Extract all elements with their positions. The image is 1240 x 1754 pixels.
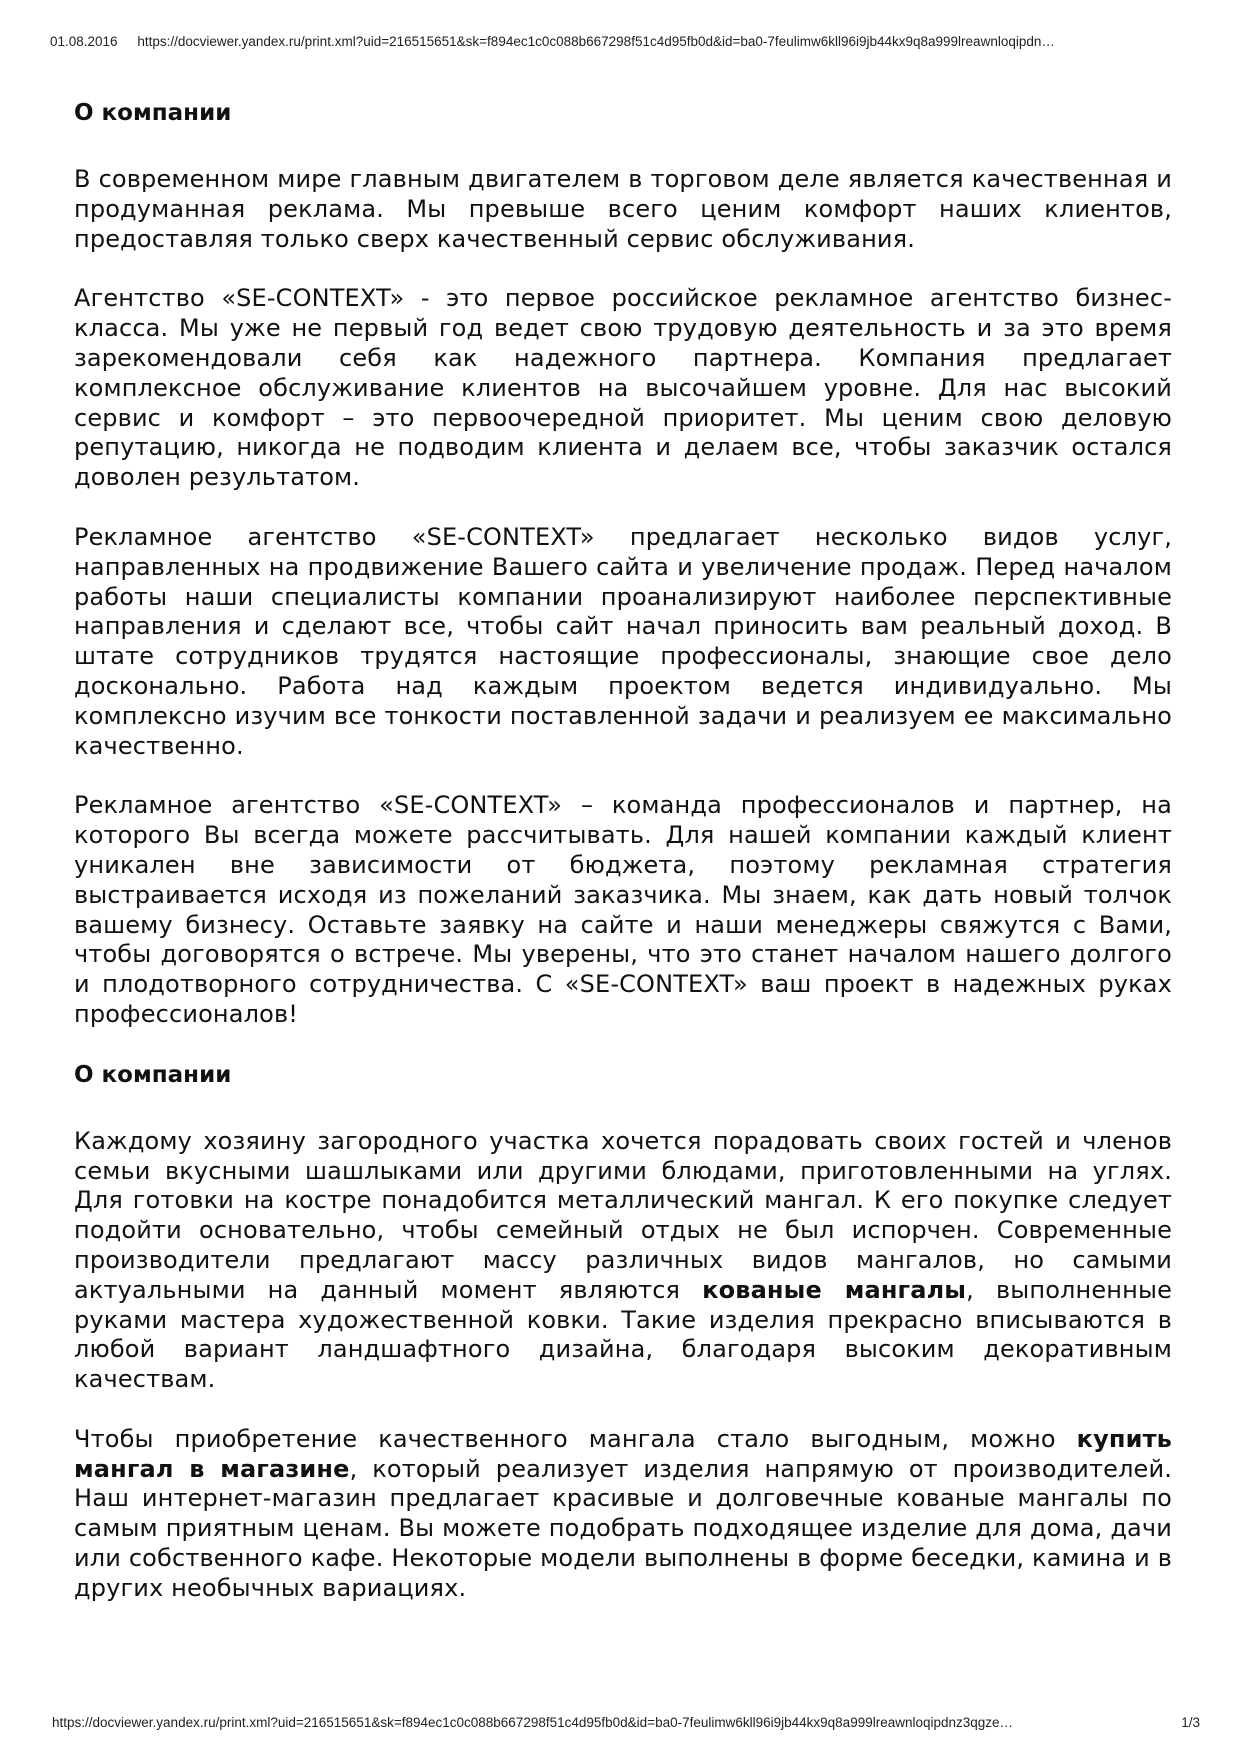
bold-link-text: купить мангал в магазине bbox=[74, 1424, 1172, 1483]
section-heading: О компании bbox=[74, 100, 232, 126]
footer-url: https://docviewer.yandex.ru/print.xml?uid=216515651&sk=f894ec1c0c088b667298f51c4d95fb0d&id=ba0-7feulimw6kll96i9jb44kx9q8a999lreawnloqipdnz3qgze… bbox=[52, 1715, 1014, 1730]
paragraph-text: , выполненные руками мастера художественной ковки. Такие изделия прекрасно вписываются в любой вариант ландшафтного дизайна, благодаря высоким декоративным качествам. bbox=[74, 1275, 1172, 1394]
print-date: 01.08.2016 bbox=[50, 34, 118, 49]
paragraph-text: Чтобы приобретение качественного мангала стало выгодным, можно bbox=[74, 1424, 1077, 1453]
paragraph-text: Каждому хозяину загородного участка хочется порадовать своих гостей и членов семьи вкусными шашлыками или другими блюдами, приготовленными на углях. Для готовки на костре понадобится металлический мангал. К его покупке следует подойти основательно, чтобы семейный отдых не был испорчен. Современные производители предлагают массу различных видов мангалов, но самыми актуальными на данный момент являются bbox=[74, 1126, 1172, 1304]
paragraph: Агентство «SE-CONTEXT» - это первое российское рекламное агентство бизнес-класса. Мы уже не первый год ведет свою трудовую деятельность и за это время зарекомендовали себя как надежного партнера. Компания предлагает комплексное обслуживание клиентов на высочайшем уровне. Для нас высокий сервис и комфорт – это первоочередной приоритет. Мы ценим свою деловую репутацию, никогда не подводим клиента и делаем все, чтобы заказчик остался доволен результатом. bbox=[74, 284, 1172, 492]
paragraph bbox=[74, 1127, 1172, 1395]
paragraph: В современном мире главным двигателем в торговом деле является качественная и продуманная реклама. Мы превыше всего ценим комфорт наших клиентов, предоставляя только сверх качественный сервис обслуживания. bbox=[74, 165, 1172, 253]
print-header bbox=[50, 34, 1190, 49]
print-footer bbox=[52, 1715, 1200, 1730]
paragraph bbox=[74, 1425, 1172, 1604]
bold-link-text: кованые мангалы bbox=[702, 1275, 967, 1304]
page-number: 1/3 bbox=[1181, 1715, 1200, 1730]
section-heading: О компании bbox=[74, 1061, 232, 1088]
print-url: https://docviewer.yandex.ru/print.xml?uid=216515651&sk=f894ec1c0c088b667298f51c4d95fb0d&id=ba0-7feulimw6kll96i9jb44kx9q8a999lreawnloqipdn… bbox=[137, 34, 1055, 49]
paragraph: Рекламное агентство «SE-CONTEXT» – команда профессионалов и партнер, на которого Вы всегда можете рассчитывать. Для нашей компании каждый клиент уникален вне зависимости от бюджета, поэтому рекламная стратегия выстраивается исходя из пожеланий заказчика. Мы знаем, как дать новый толчок вашему бизнесу. Оставьте заявку на сайте и наши менеджеры свяжутся с Вами, чтобы договорятся о встрече. Мы уверены, что это станет началом нашего долгого и плодотворного сотрудничества. С «SE-CONTEXT» ваш проект в надежных руках профессионалов! bbox=[74, 791, 1172, 1028]
document-body bbox=[74, 98, 1172, 1604]
paragraph-text: , который реализует изделия напрямую от производителей. Наш интернет-магазин предлагает красивые и долговечные кованые мангалы по самым приятным ценам. Вы можете подобрать подходящее изделие для дома, дачи или собственного кафе. Некоторые модели выполнены в форме беседки, камина и в других необычных вариациях. bbox=[74, 1454, 1172, 1602]
paragraph: Рекламное агентство «SE-CONTEXT» предлагает несколько видов услуг, направленных на продвижение Вашего сайта и увеличение продаж. Перед началом работы наши специалисты компании проанализируют наиболее перспективные направления и сделают все, чтобы сайт начал приносить вам реальный доход. В штате сотрудников трудятся настоящие профессионалы, знающие свое дело досконально. Работа над каждым проектом ведется индивидуально. Мы комплексно изучим все тонкости поставленной задачи и реализуем ее максимально качественно. bbox=[74, 522, 1172, 760]
